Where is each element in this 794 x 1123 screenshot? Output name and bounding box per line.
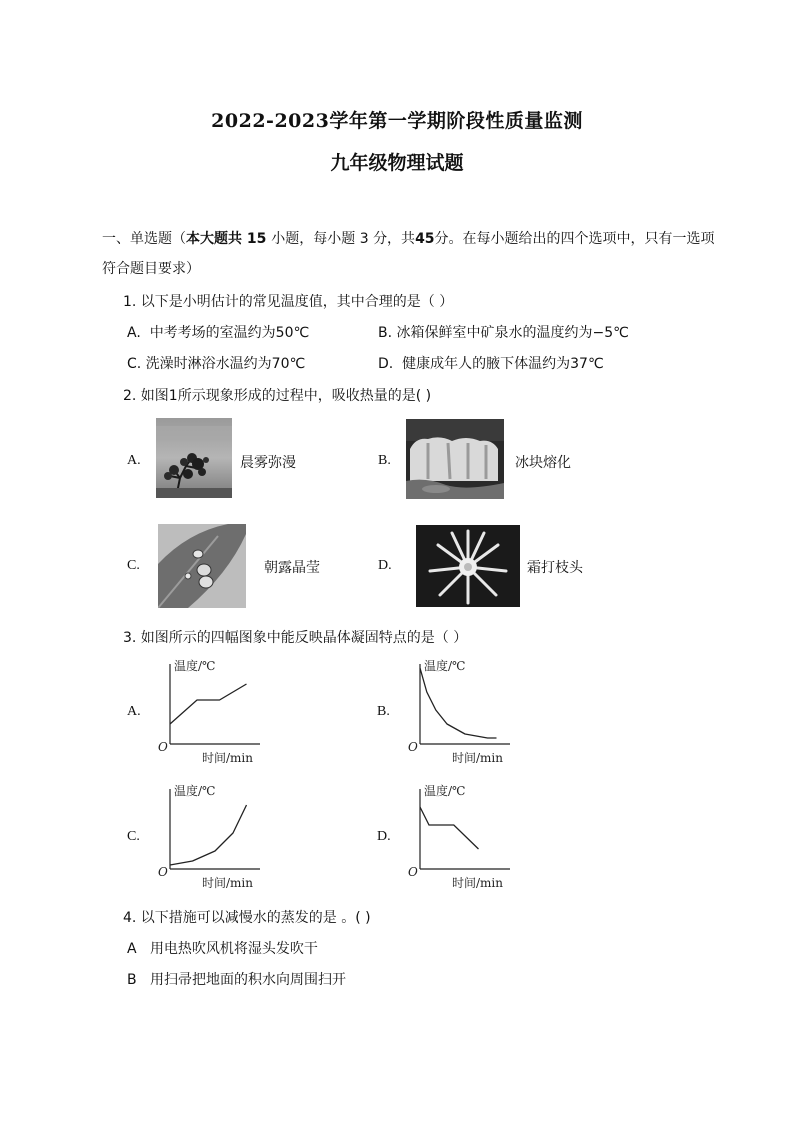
option-text: 冰箱保鲜室中矿泉水的温度约为−5℃	[396, 325, 629, 341]
graph-c	[152, 779, 272, 891]
series-line	[420, 807, 479, 849]
section-prefix: 一、单选题（	[102, 231, 186, 247]
q3-option-a-letter: A.	[127, 704, 141, 719]
x-axis-label: 时间/min	[452, 751, 503, 765]
frost-flower-photo	[416, 525, 520, 607]
x-axis-label: 时间/min	[202, 751, 253, 765]
series-line	[420, 668, 497, 738]
q2-option-a-caption: 晨雾弥漫	[240, 455, 296, 471]
graph-a	[152, 654, 272, 766]
option-text: 中考考场的室温约为50℃	[149, 325, 310, 341]
q1-option-b	[378, 322, 629, 342]
graph-b	[402, 654, 522, 766]
option-letter: B	[127, 972, 137, 988]
q3-stem: 3. 如图所示的四幅图象中能反映晶体凝固特点的是（ ）	[123, 630, 468, 646]
q2-option-b-caption: 冰块熔化	[515, 455, 571, 471]
option-text: 健康成年人的腋下体温约为37℃	[402, 356, 604, 372]
melting-ice-photo	[406, 419, 504, 499]
option-text: 洗澡时淋浴水温约为70℃	[145, 356, 306, 372]
x-axis-label: 时间/min	[452, 876, 503, 890]
q2-option-d-caption: 霜打枝头	[527, 560, 583, 576]
option-text: 用电热吹风机将湿头发吹干	[149, 941, 318, 957]
page-subtitle: 九年级物理试题	[330, 152, 464, 174]
series-line	[170, 805, 247, 865]
q2-stem: 2. 如图1所示现象形成的过程中，吸收热量的是( )	[123, 388, 432, 404]
origin-label: O	[408, 865, 418, 879]
page-title: 2022-2023学年第一学期阶段性质量监测	[211, 110, 583, 132]
q1-option-c	[127, 353, 305, 373]
q3-option-d-letter: D.	[377, 829, 391, 844]
section-mid2: 分，共	[373, 231, 416, 247]
option-letter: B.	[378, 325, 393, 341]
section-bold: 本大题共 15	[186, 231, 267, 247]
section-points: 3	[359, 231, 369, 247]
q4-stem: 4. 以下措施可以减慢水的蒸发的是 。( )	[123, 910, 371, 926]
q1-option-a	[127, 322, 309, 342]
x-axis-label: 时间/min	[202, 876, 253, 890]
origin-label: O	[158, 865, 168, 879]
q4-option-a	[127, 938, 318, 958]
q2-option-d-letter: D.	[378, 558, 392, 573]
option-letter: C.	[127, 356, 142, 372]
q4-option-b	[127, 969, 346, 989]
option-letter: D.	[378, 356, 394, 372]
section-heading-line2: 符合题目要求）	[102, 261, 200, 277]
dew-leaf-photo	[158, 524, 246, 608]
q3-option-c-letter: C.	[127, 829, 140, 844]
section-total: 45	[415, 231, 435, 247]
option-letter: A	[127, 941, 137, 957]
fog-plant-photo	[156, 418, 232, 498]
origin-label: O	[408, 740, 418, 754]
q2-option-b-letter: B.	[378, 453, 391, 468]
y-axis-label: 温度/℃	[174, 784, 216, 798]
y-axis-label: 温度/℃	[174, 659, 216, 673]
q2-option-c-caption: 朝露晶莹	[264, 560, 320, 576]
section-heading	[102, 228, 715, 248]
series-line	[170, 684, 247, 724]
origin-label: O	[158, 740, 168, 754]
section-mid1: 小题，每小题	[271, 231, 356, 247]
option-letter: A.	[127, 325, 141, 341]
q3-option-b-letter: B.	[377, 704, 390, 719]
q1-stem: 1. 以下是小明估计的常见温度值，其中合理的是（ ）	[123, 294, 454, 310]
q2-option-c-letter: C.	[127, 558, 140, 573]
option-text: 用扫帚把地面的积水向周围扫开	[149, 972, 346, 988]
y-axis-label: 温度/℃	[424, 659, 466, 673]
y-axis-label: 温度/℃	[424, 784, 466, 798]
section-suffix: 分。在每小题给出的四个选项中，只有一选项	[434, 231, 715, 247]
q2-option-a-letter: A.	[127, 453, 141, 468]
q1-option-d	[378, 353, 604, 373]
graph-d	[402, 779, 522, 891]
